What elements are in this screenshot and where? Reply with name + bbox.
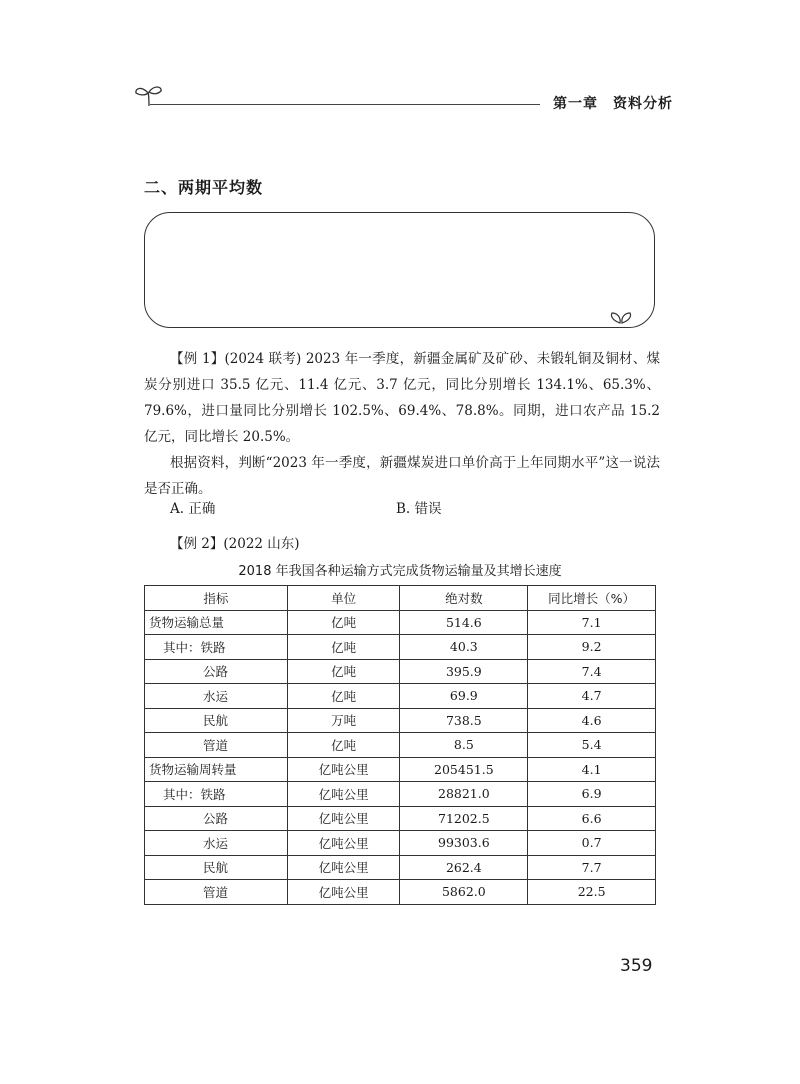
growth-cell: 6.9 xyxy=(528,782,656,807)
table-row xyxy=(145,708,656,733)
unit-cell: 亿吨公里 xyxy=(287,831,400,856)
value-cell: 205451.5 xyxy=(400,757,528,782)
unit-cell: 亿吨 xyxy=(287,659,400,684)
page-number: 359 xyxy=(620,956,653,976)
value-cell: 738.5 xyxy=(400,708,528,733)
indicator-cell: 货物运输总量 xyxy=(145,610,288,635)
section-title: 二、两期平均数 xyxy=(144,178,264,197)
indicator-cell: 水运 xyxy=(145,684,288,709)
indicator-cell: 管道 xyxy=(145,880,288,905)
leaf-icon xyxy=(608,309,634,325)
example-2-label: 【例 2】(2022 山东) xyxy=(170,536,300,552)
unit-cell: 亿吨公里 xyxy=(287,880,400,905)
example-1-question: 根据资料，判断“2023 年一季度，新疆煤炭进口单价高于上年同期水平”这一说法是否正确。 xyxy=(144,455,660,497)
table-row xyxy=(145,733,656,758)
table-row xyxy=(145,684,656,709)
growth-cell: 7.1 xyxy=(528,610,656,635)
indicator-cell: 民航 xyxy=(145,708,288,733)
value-cell: 99303.6 xyxy=(400,831,528,856)
data-table xyxy=(144,585,656,905)
table-row xyxy=(145,659,656,684)
option-a: A. 正确 xyxy=(170,501,216,517)
column-header: 绝对数 xyxy=(400,586,528,611)
table-row xyxy=(145,880,656,905)
chapter-title: 第一章 资料分析 xyxy=(553,96,673,112)
table-row xyxy=(145,855,656,880)
value-cell: 262.4 xyxy=(400,855,528,880)
unit-cell: 亿吨 xyxy=(287,733,400,758)
value-cell: 28821.0 xyxy=(400,782,528,807)
table-header-row xyxy=(145,586,656,611)
table-row xyxy=(145,782,656,807)
value-cell: 5862.0 xyxy=(400,880,528,905)
unit-cell: 亿吨公里 xyxy=(287,757,400,782)
indicator-cell: 公路 xyxy=(145,806,288,831)
value-cell: 8.5 xyxy=(400,733,528,758)
growth-cell: 22.5 xyxy=(528,880,656,905)
column-header: 指标 xyxy=(145,586,288,611)
growth-cell: 4.7 xyxy=(528,684,656,709)
table-row xyxy=(145,610,656,635)
table-row xyxy=(145,831,656,856)
value-cell: 395.9 xyxy=(400,659,528,684)
indicator-cell: 公路 xyxy=(145,659,288,684)
unit-cell: 亿吨 xyxy=(287,635,400,660)
indicator-cell: 其中：铁路 xyxy=(145,782,288,807)
value-cell: 69.9 xyxy=(400,684,528,709)
unit-cell: 亿吨公里 xyxy=(287,806,400,831)
growth-cell: 5.4 xyxy=(528,733,656,758)
growth-cell: 7.4 xyxy=(528,659,656,684)
unit-cell: 亿吨 xyxy=(287,610,400,635)
column-header: 单位 xyxy=(287,586,400,611)
indicator-cell: 其中：铁路 xyxy=(145,635,288,660)
header-rule xyxy=(150,104,540,105)
table-row xyxy=(145,757,656,782)
growth-cell: 4.1 xyxy=(528,757,656,782)
indicator-cell: 管道 xyxy=(145,733,288,758)
indicator-cell: 民航 xyxy=(145,855,288,880)
option-b: B. 错误 xyxy=(396,501,442,517)
unit-cell: 亿吨公里 xyxy=(287,782,400,807)
value-cell: 71202.5 xyxy=(400,806,528,831)
growth-cell: 9.2 xyxy=(528,635,656,660)
indicator-cell: 水运 xyxy=(145,831,288,856)
value-cell: 514.6 xyxy=(400,610,528,635)
unit-cell: 万吨 xyxy=(287,708,400,733)
table-row xyxy=(145,806,656,831)
column-header: 同比增长（%） xyxy=(528,586,656,611)
table-row xyxy=(145,635,656,660)
growth-cell: 7.7 xyxy=(528,855,656,880)
table-title: 2018 年我国各种运输方式完成货物运输量及其增长速度 xyxy=(238,564,562,579)
growth-cell: 4.6 xyxy=(528,708,656,733)
example-1-text: 【例 1】(2024 联考) 2023 年一季度，新疆金属矿及矿砂、未锻轧铜及铜材、煤炭分别进口 35.5 亿元、11.4 亿元、3.7 亿元，同比分别增长 134.1%、65.3%、79.6%，进口量同比分别增长 102.5%、69.4%、78.8%。同期，进口农产品 15.2 亿元，同比增长 20.5%。 xyxy=(144,351,660,445)
growth-cell: 6.6 xyxy=(528,806,656,831)
indicator-cell: 货物运输周转量 xyxy=(145,757,288,782)
note-box xyxy=(144,212,655,328)
unit-cell: 亿吨公里 xyxy=(287,855,400,880)
value-cell: 40.3 xyxy=(400,635,528,660)
growth-cell: 0.7 xyxy=(528,831,656,856)
unit-cell: 亿吨 xyxy=(287,684,400,709)
